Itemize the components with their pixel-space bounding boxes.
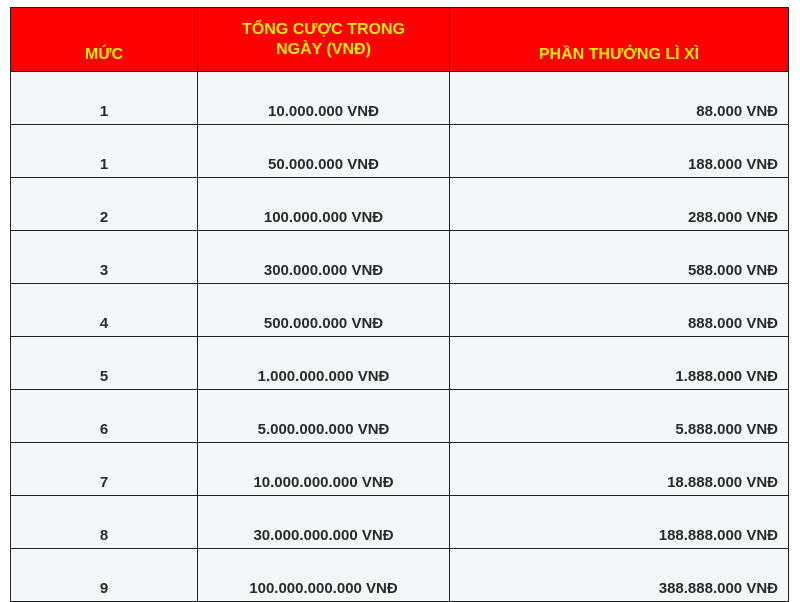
header-row xyxy=(11,8,789,72)
cell-level: 8 xyxy=(11,496,198,549)
cell-level: 1 xyxy=(11,72,198,125)
table-row xyxy=(11,496,789,549)
cell-total-bet: 300.000.000 VNĐ xyxy=(198,231,450,284)
cell-total-bet: 100.000.000 VNĐ xyxy=(198,178,450,231)
table-row xyxy=(11,549,789,602)
cell-reward: 18.888.000 VNĐ xyxy=(450,443,789,496)
table-body xyxy=(11,72,789,602)
cell-reward: 5.888.000 VNĐ xyxy=(450,390,789,443)
cell-level: 9 xyxy=(11,549,198,602)
cell-level: 5 xyxy=(11,337,198,390)
header-total-bet-line2: NGÀY (VNĐ) xyxy=(276,40,371,58)
table-row xyxy=(11,443,789,496)
table-header xyxy=(11,8,789,72)
cell-total-bet: 50.000.000 VNĐ xyxy=(198,125,450,178)
reward-table-container xyxy=(10,7,788,597)
table-row xyxy=(11,231,789,284)
cell-reward: 888.000 VNĐ xyxy=(450,284,789,337)
cell-level: 7 xyxy=(11,443,198,496)
cell-total-bet: 10.000.000.000 VNĐ xyxy=(198,443,450,496)
cell-level: 6 xyxy=(11,390,198,443)
header-total-bet xyxy=(198,8,450,72)
table-row xyxy=(11,390,789,443)
cell-total-bet: 30.000.000.000 VNĐ xyxy=(198,496,450,549)
table-row xyxy=(11,125,789,178)
cell-reward: 188.888.000 VNĐ xyxy=(450,496,789,549)
cell-reward: 588.000 VNĐ xyxy=(450,231,789,284)
cell-level: 4 xyxy=(11,284,198,337)
cell-level: 1 xyxy=(11,125,198,178)
reward-table xyxy=(10,7,789,602)
cell-total-bet: 5.000.000.000 VNĐ xyxy=(198,390,450,443)
cell-total-bet: 10.000.000 VNĐ xyxy=(198,72,450,125)
cell-reward: 388.888.000 VNĐ xyxy=(450,549,789,602)
cell-reward: 88.000 VNĐ xyxy=(450,72,789,125)
cell-total-bet: 100.000.000.000 VNĐ xyxy=(198,549,450,602)
cell-reward: 1.888.000 VNĐ xyxy=(450,337,789,390)
cell-reward: 188.000 VNĐ xyxy=(450,125,789,178)
table-row xyxy=(11,337,789,390)
header-reward: PHẦN THƯỞNG LÌ XÌ xyxy=(450,8,789,72)
table-row xyxy=(11,72,789,125)
cell-reward: 288.000 VNĐ xyxy=(450,178,789,231)
table-row xyxy=(11,178,789,231)
cell-level: 3 xyxy=(11,231,198,284)
table-row xyxy=(11,284,789,337)
header-total-bet-line1: TỔNG CƯỢC TRONG xyxy=(242,20,405,38)
cell-total-bet: 500.000.000 VNĐ xyxy=(198,284,450,337)
header-level: MỨC xyxy=(11,8,198,72)
cell-level: 2 xyxy=(11,178,198,231)
cell-total-bet: 1.000.000.000 VNĐ xyxy=(198,337,450,390)
